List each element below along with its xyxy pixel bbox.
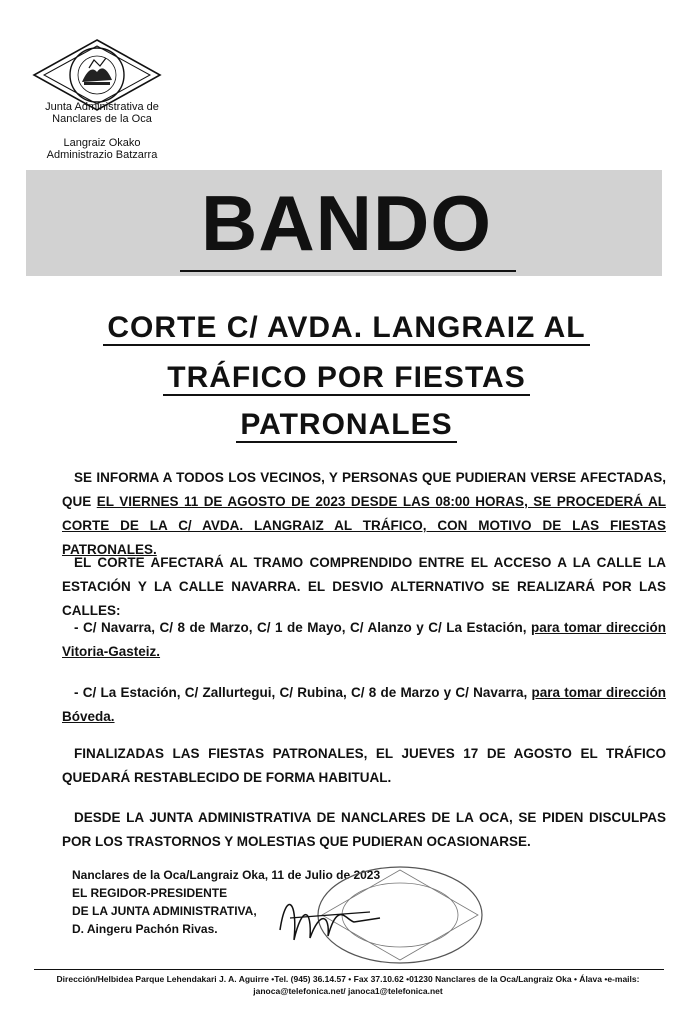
place-date: Nanclares de la Oca/Langraiz Oka, 11 de Julio de 2023 [72, 868, 381, 882]
footer-emails: janoca@telefonica.net/ janoca1@telefonica.net [253, 986, 443, 996]
org-name-basque-line1: Langraiz Okako [63, 137, 141, 149]
bando-underline [180, 270, 516, 272]
paragraph-announcement: SE INFORMA A TODOS LOS VECINOS, Y PERSONAS QUE PUDIERAN VERSE AFECTADAS, QUE EL VIERNES 11 DE AGOSTO DE 2023 DESDE LAS 08:00 HORAS, SE PROCEDERÁ AL CORTE DE LA C/ AVDA. LANGRAIZ AL TRÁFICO, CON MOTIVO DE LAS FIESTAS PATRONALES. [62, 470, 666, 557]
org-name-basque-line2: Administrazio Batzarra [46, 149, 158, 161]
org-name-line1: Junta Administrativa de [45, 101, 159, 113]
footer-divider [34, 969, 664, 970]
signer-role2: DE LA JUNTA ADMINISTRATIVA, [72, 904, 257, 918]
paragraph-restoration: FINALIZADAS LAS FIESTAS PATRONALES, EL JUEVES 17 DE AGOSTO EL TRÁFICO QUEDARÁ RESTABLECIDO DE FORMA HABITUAL. [62, 746, 666, 785]
notice-title-line2: TRÁFICO POR FIESTAS [0, 358, 693, 398]
org-name-line2: Nanclares de la Oca [52, 113, 152, 125]
paragraph-affected-section: EL CORTE AFECTARÁ AL TRAMO COMPRENDIDO ENTRE EL ACCESO A LA CALLE LA ESTACIÓN Y LA CALLE NAVARRA. EL DESVIO ALTERNATIVO SE REALIZARÁ POR LAS CALLES: [62, 555, 666, 618]
footer-address: Dirección/Helbidea Parque Lehendakari J. A. Aguirre •Tel. (945) 36.14.57 • Fax 37.10.62 •01230 Nanclares de la Oca/Langraiz Oka • Álava •e-mails: [56, 974, 640, 984]
official-stamp-signature [250, 860, 490, 970]
notice-title-line3: PATRONALES [0, 405, 693, 445]
signer-role1: EL REGIDOR-PRESIDENTE [72, 886, 228, 900]
signer-name: D. Aingeru Pachón Rivas. [72, 922, 218, 936]
paragraph-apology: DESDE LA JUNTA ADMINISTRATIVA DE NANCLARES DE LA OCA, SE PIDEN DISCULPAS POR LOS TRASTORNOS Y MOLESTIAS QUE PUDIERAN OCASIONARSE. [62, 810, 666, 849]
bando-heading: BANDO [201, 179, 492, 267]
paragraph-detour-boveda: - C/ La Estación, C/ Zallurtegui, C/ Rubina, C/ 8 de Marzo y C/ Navarra, para tomar dirección Bóveda. [62, 685, 666, 724]
paragraph-detour-vitoria: - C/ Navarra, C/ 8 de Marzo, C/ 1 de Mayo, C/ Alanzo y C/ La Estación, para tomar dirección Vitoria-Gasteiz. [62, 620, 666, 659]
notice-title-line1: CORTE C/ AVDA. LANGRAIZ AL [0, 308, 693, 348]
